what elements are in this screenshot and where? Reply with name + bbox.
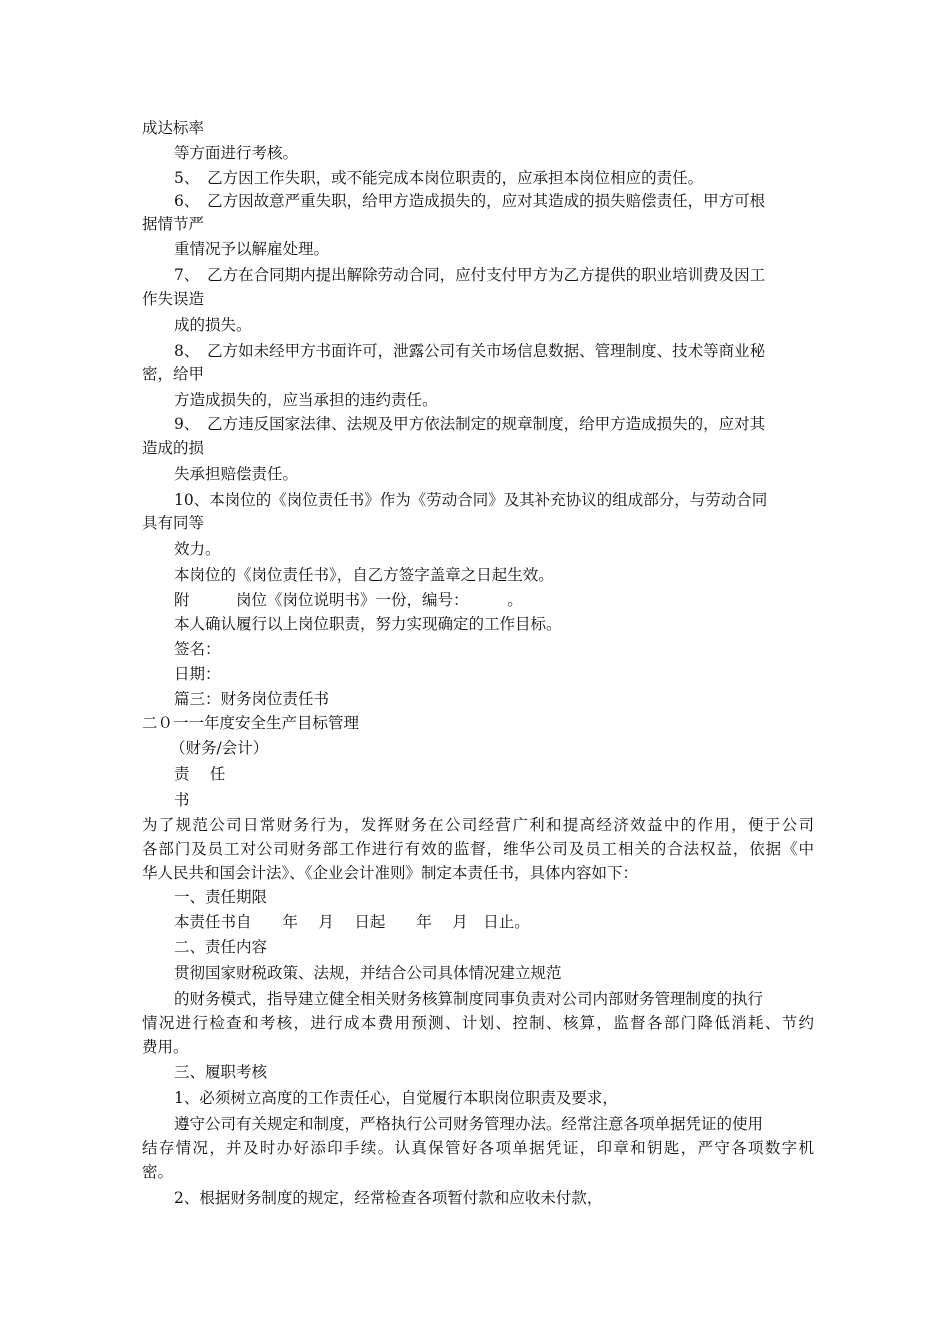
- text-line: 密。: [142, 1163, 174, 1181]
- text-line: 作失误造: [142, 290, 205, 308]
- text-line: 失承担赔偿责任。: [174, 465, 299, 483]
- text-line: 费用。: [142, 1038, 189, 1056]
- text-line: 本人确认履行以上岗位职责，努力实现确定的工作目标。: [174, 615, 562, 633]
- signature-label: 签名：: [174, 640, 221, 658]
- text-line: 具有同等: [142, 514, 205, 532]
- section-heading: 篇三：财务岗位责任书: [174, 690, 330, 708]
- text-line: 效力。: [174, 540, 221, 558]
- text-line: 7、 乙方在合同期内提出解除劳动合同，应付支付甲方为乙方提供的职业培训费及因工: [174, 266, 766, 284]
- text-line: 为了规范公司日常财务行为，发挥财务在公司经营广利和提高经济效益中的作用，便于公司: [142, 816, 814, 834]
- text-line: 等方面进行考核。: [174, 144, 299, 162]
- section-heading: 二、责任内容: [174, 938, 268, 956]
- text-line: 6、 乙方因故意严重失职，给甲方造成损失的，应对其造成的损失赔偿责任，甲方可根: [174, 192, 766, 210]
- document-subtitle: （财务/会计）: [170, 739, 269, 757]
- text-line: 情况进行检查和考核，进行成本费用预测、计划、控制、核算，监督各部门降低消耗、节约: [142, 1014, 814, 1032]
- text-line: 成的损失。: [174, 316, 252, 334]
- text-line: 附 岗位《岗位说明书》一份，编号： 。: [174, 591, 523, 609]
- text-line: 本责任书自 年 月 日起 年 月 日止。: [174, 913, 530, 931]
- text-line: 造成的损: [142, 439, 205, 457]
- text-line: 密，给甲: [142, 365, 205, 383]
- text-line: 结存情况，并及时办好添印手续。认真保管好各项单据凭证，印章和钥匙，严守各项数字机: [142, 1139, 814, 1157]
- title-word: 责 任: [174, 765, 226, 783]
- text-line: 各部门及员工对公司财务部工作进行有效的监督，维华公司及员工相关的合法权益，依据《中: [142, 840, 814, 858]
- text-line: 方造成损失的，应当承担的违约责任。: [174, 391, 438, 409]
- section-heading: 三、履职考核: [174, 1063, 268, 1081]
- text-line: 贯彻国家财税政策、法规，并结合公司具体情况建立规范: [174, 964, 562, 982]
- text-line: 成达标率: [142, 119, 205, 137]
- text-line: 9、 乙方违反国家法律、法规及甲方依法制定的规章制度，给甲方造成损失的，应对其: [174, 415, 766, 433]
- text-line: 8、 乙方如未经甲方书面许可，泄露公司有关市场信息数据、管理制度、技术等商业秘: [174, 342, 766, 360]
- text-line: 1、必须树立高度的工作责任心，自觉履行本职岗位职责及要求，: [174, 1089, 618, 1107]
- text-line: 10、本岗位的《岗位责任书》作为《劳动合同》及其补充协议的组成部分，与劳动合同: [174, 491, 768, 509]
- document-title: 二０一一年度安全生产目标管理: [142, 714, 360, 732]
- section-heading: 一、责任期限: [174, 888, 268, 906]
- text-line: 2、根据财务制度的规定，经常检查各项暂付款和应收未付款，: [174, 1189, 603, 1207]
- text-line: 重情况予以解雇处理。: [174, 240, 330, 258]
- date-label: 日期：: [174, 665, 221, 683]
- text-line: 据情节严: [142, 215, 205, 233]
- text-line: 遵守公司有关规定和制度，严格执行公司财务管理办法。经常注意各项单据凭证的使用: [174, 1115, 764, 1133]
- text-line: 华人民共和国会计法》、《企业会计准则》制定本责任书，具体内容如下：: [142, 864, 639, 882]
- text-line: 的财务模式，指导建立健全相关财务核算制度同事负责对公司内部财务管理制度的执行: [174, 990, 764, 1008]
- text-line: 本岗位的《岗位责任书》，自乙方签字盖章之日起生效。: [174, 566, 554, 584]
- title-word: 书: [174, 791, 190, 809]
- text-line: 5、 乙方因工作失职，或不能完成本岗位职责的，应承担本岗位相应的责任。: [174, 169, 704, 187]
